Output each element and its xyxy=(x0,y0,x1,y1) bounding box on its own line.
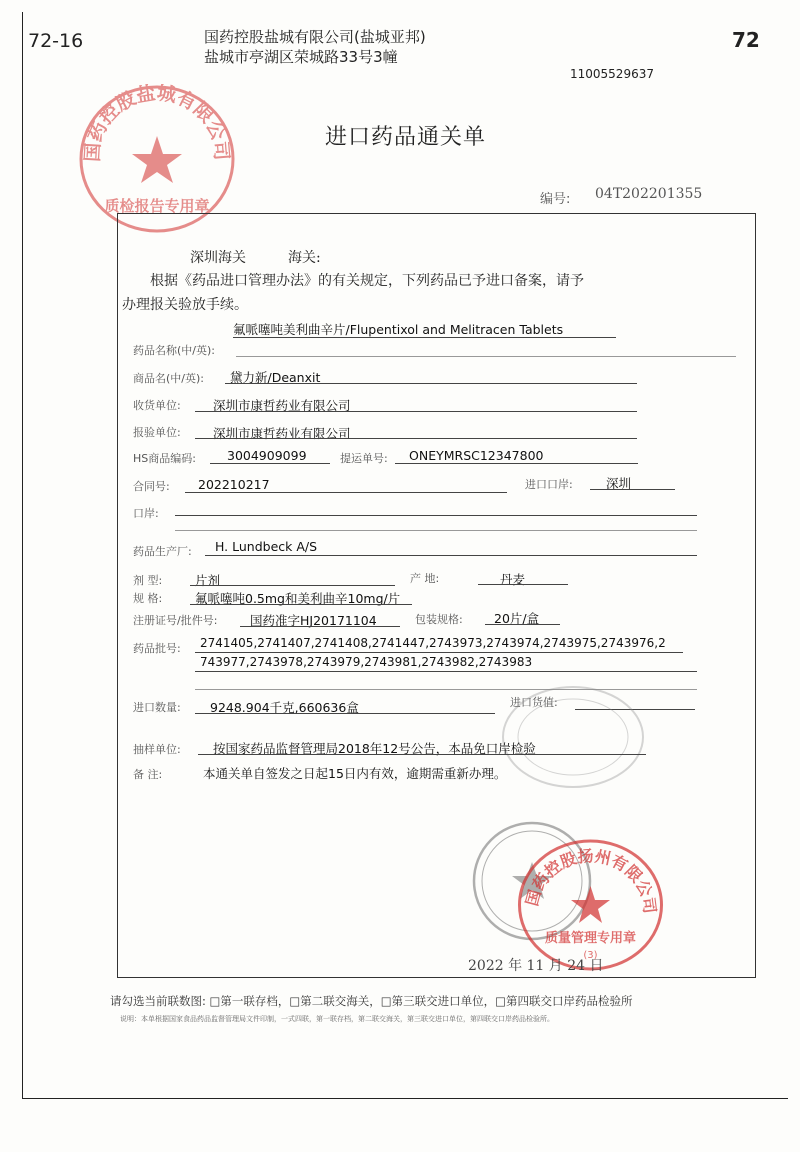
hs-code-label: HS商品编码: xyxy=(133,452,196,465)
manufacturer-label: 药品生产厂: xyxy=(133,545,192,558)
customs-office: 深圳海关 xyxy=(190,250,246,266)
dosage-form-label: 剂 型: xyxy=(133,574,163,587)
faint-stamp xyxy=(498,682,648,792)
port-label: 进口口岸: xyxy=(525,478,573,491)
seal-top-left-text: 国药控股盐城有限公司 xyxy=(81,84,233,163)
packing-value: 20片/盒 xyxy=(494,611,540,626)
page-left-border xyxy=(22,12,23,1099)
packing-label: 包装规格: xyxy=(415,613,463,626)
bill-of-lading-label: 提运单号: xyxy=(340,452,388,465)
trade-name-label: 商品名(中/英): xyxy=(133,372,204,385)
serial-number: 04T202201355 xyxy=(595,186,703,202)
spec-label: 规 格: xyxy=(133,592,163,605)
quantity-label: 进口数量: xyxy=(133,701,181,714)
contract-value: 202210217 xyxy=(198,477,270,492)
consignee-label: 收货单位: xyxy=(133,399,181,412)
registration-label: 注册证号/批件号: xyxy=(133,614,218,627)
copies-checklist: 请勾选当前联数图: □第一联存档，□第二联交海关，□第三联交进口单位，□第四联交口岸药品检验所 xyxy=(110,994,633,1008)
trade-name-value: 黛力新/Deanxit xyxy=(230,370,321,385)
company-name: 国药控股盐城有限公司(盐城亚邦) xyxy=(204,28,426,46)
seal-bottom-right-number: (3) xyxy=(583,950,598,961)
seal-bottom-right-text: 国药控股扬州有限公司 xyxy=(522,846,660,915)
dosage-form-value: 片剂 xyxy=(195,573,221,588)
country-value: 丹麦 xyxy=(500,572,526,587)
batch-label: 药品批号: xyxy=(133,642,181,655)
sampling-label: 抽样单位: xyxy=(133,743,181,756)
sampling-value: 按国家药品监督管理局2018年12号公告，本品免口岸检验 xyxy=(213,741,536,756)
page-bottom-border xyxy=(22,1098,788,1099)
intro-line-1: 根据《药品进口管理办法》的有关规定，下列药品已予进口备案，请予 xyxy=(150,273,584,289)
inspection-applicant-label: 报验单位: xyxy=(133,426,181,439)
document-title: 进口药品通关单 xyxy=(325,125,487,150)
batch-line-1: 2741405,2741407,2741408,2741447,2743973,2743974,2743975,2743976,2 xyxy=(200,636,666,650)
intro-line-2: 办理报关验放手续。 xyxy=(122,297,248,313)
origin-customs-label: 口岸: xyxy=(133,507,159,520)
company-address: 盐城市亭湖区荣城路33号3幢 xyxy=(204,48,398,66)
quantity-value: 9248.904千克,660636盒 xyxy=(210,700,359,715)
consignee-value: 深圳市康哲药业有限公司 xyxy=(213,398,351,413)
quality-management-seal xyxy=(517,838,664,972)
country-label: 产 地: xyxy=(410,572,440,585)
inspection-applicant-value: 深圳市康哲药业有限公司 xyxy=(213,426,351,441)
manufacturer-value: H. Lundbeck A/S xyxy=(215,539,318,554)
barcode-number: 11005529637 xyxy=(570,67,654,81)
remark-value: 本通关单自签发之日起15日内有效，逾期需重新办理。 xyxy=(203,766,507,781)
quality-report-seal xyxy=(78,84,236,234)
serial-label: 编号: xyxy=(540,192,571,207)
goods-value-label: 进口货值: xyxy=(510,696,558,709)
remark-label: 备 注: xyxy=(133,768,163,781)
port-value: 深圳 xyxy=(606,476,632,491)
seal-top-left-inner: 质检报告专用章 xyxy=(104,197,210,215)
customs-suffix: 海关: xyxy=(288,250,321,266)
page-number: 72 xyxy=(732,28,760,52)
bill-of-lading-value: ONEYMRSC12347800 xyxy=(409,448,544,463)
issue-date: 2022 年 11 月 24 日 xyxy=(468,958,604,974)
registration-value: 国药准字HJ20171104 xyxy=(250,613,377,628)
seal-bottom-right-inner: 质量管理专用章 xyxy=(544,931,637,946)
drug-name-value: 氟哌噻吨美利曲辛片/Flupentixol and Melitracen Tablets xyxy=(233,322,564,337)
hs-code-value: 3004909099 xyxy=(227,448,307,463)
left-code: 72-16 xyxy=(28,30,84,52)
spec-value: 氟哌噻吨0.5mg和美利曲辛10mg/片 xyxy=(195,591,401,606)
footer-note: 说明：本单根据国家食品药品监督管理局文件印制，一式四联，第一联存档，第二联交海关，第三联交进口单位，第四联交口岸药品检验所。 xyxy=(120,1015,554,1023)
batch-line-2: 743977,2743978,2743979,2743981,2743982,2743983 xyxy=(200,655,533,669)
drug-name-label: 药品名称(中/英): xyxy=(133,344,215,357)
contract-label: 合同号: xyxy=(133,480,170,493)
